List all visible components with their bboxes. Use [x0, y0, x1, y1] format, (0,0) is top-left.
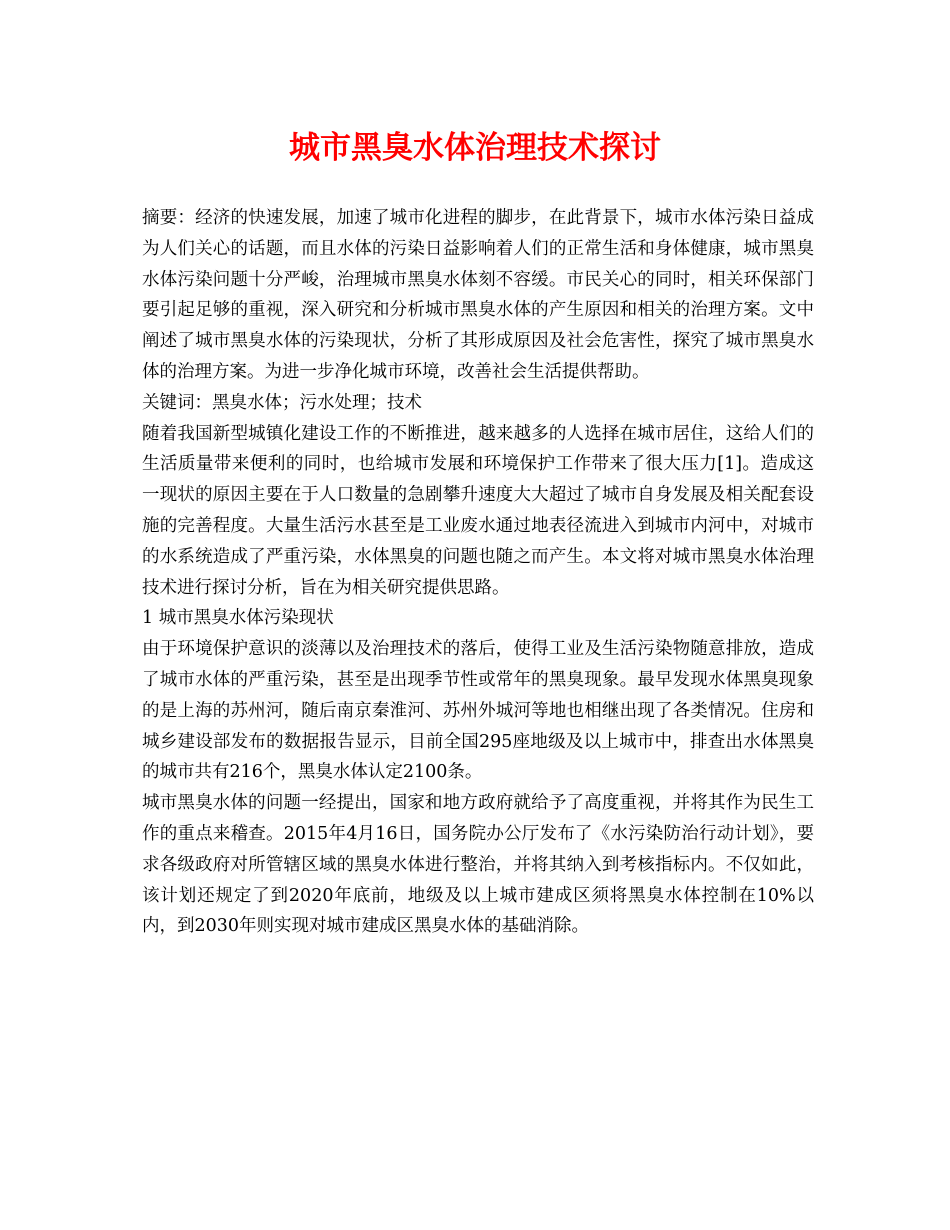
document-body [142, 203, 814, 942]
body-paragraph: 由于环境保护意识的淡薄以及治理技术的落后，使得工业及生活污染物随意排放，造成了城市水体的严重污染，甚至是出现季节性或常年的黑臭现象。最早发现水体黑臭现象的是上海的苏州河，随后南京秦淮河、苏州外城河等地也相继出现了各类情况。住房和城乡建设部发布的数据报告显示，目前全国295座地级及以上城市中，排查出水体黑臭的城市共有216个，黑臭水体认定2100条。 [142, 639, 814, 783]
section-heading: 1 城市黑臭水体污染现状 [142, 608, 334, 629]
keywords-line: 关键词：黑臭水体；污水处理；技术 [142, 392, 422, 413]
intro-paragraph: 随着我国新型城镇化建设工作的不断推进，越来越多的人选择在城市居住，这给人们的生活质量带来便利的同时，也给城市发展和环境保护工作带来了很大压力[1]。造成这一现状的原因主要在于人口数量的急剧攀升速度大大超过了城市自身发展及相关配套设施的完善程度。大量生活污水甚至是工业废水通过地表径流进入到城市内河中，对城市的水系统造成了严重污染，水体黑臭的问题也随之而产生。本文将对城市黑臭水体治理技术进行探讨分析，旨在为相关研究提供思路。 [142, 423, 814, 598]
document-title: 城市黑臭水体治理技术探讨 [289, 130, 661, 166]
abstract-paragraph: 摘要：经济的快速发展，加速了城市化进程的脚步，在此背景下，城市水体污染日益成为人们关心的话题，而且水体的污染日益影响着人们的正常生活和身体健康，城市黑臭水体污染问题十分严峻，治理城市黑臭水体刻不容缓。市民关心的同时，相关环保部门要引起足够的重视，深入研究和分析城市黑臭水体的产生原因和相关的治理方案。文中阐述了城市黑臭水体的污染现状，分析了其形成原因及社会危害性，探究了城市黑臭水体的治理方案。为进一步净化城市环境，改善社会生活提供帮助。 [142, 208, 814, 382]
body-paragraph: 城市黑臭水体的问题一经提出，国家和地方政府就给予了高度重视，并将其作为民生工作的重点来稽查。2015年4月16日，国务院办公厅发布了《水污染防治行动计划》，要求各级政府对所管辖区域的黑臭水体进行整治，并将其纳入到考核指标内。不仅如此，该计划还规定了到2020年底前，地级及以上城市建成区须将黑臭水体控制在10%以内，到2030年则实现对城市建成区黑臭水体的基础消除。 [142, 793, 814, 937]
